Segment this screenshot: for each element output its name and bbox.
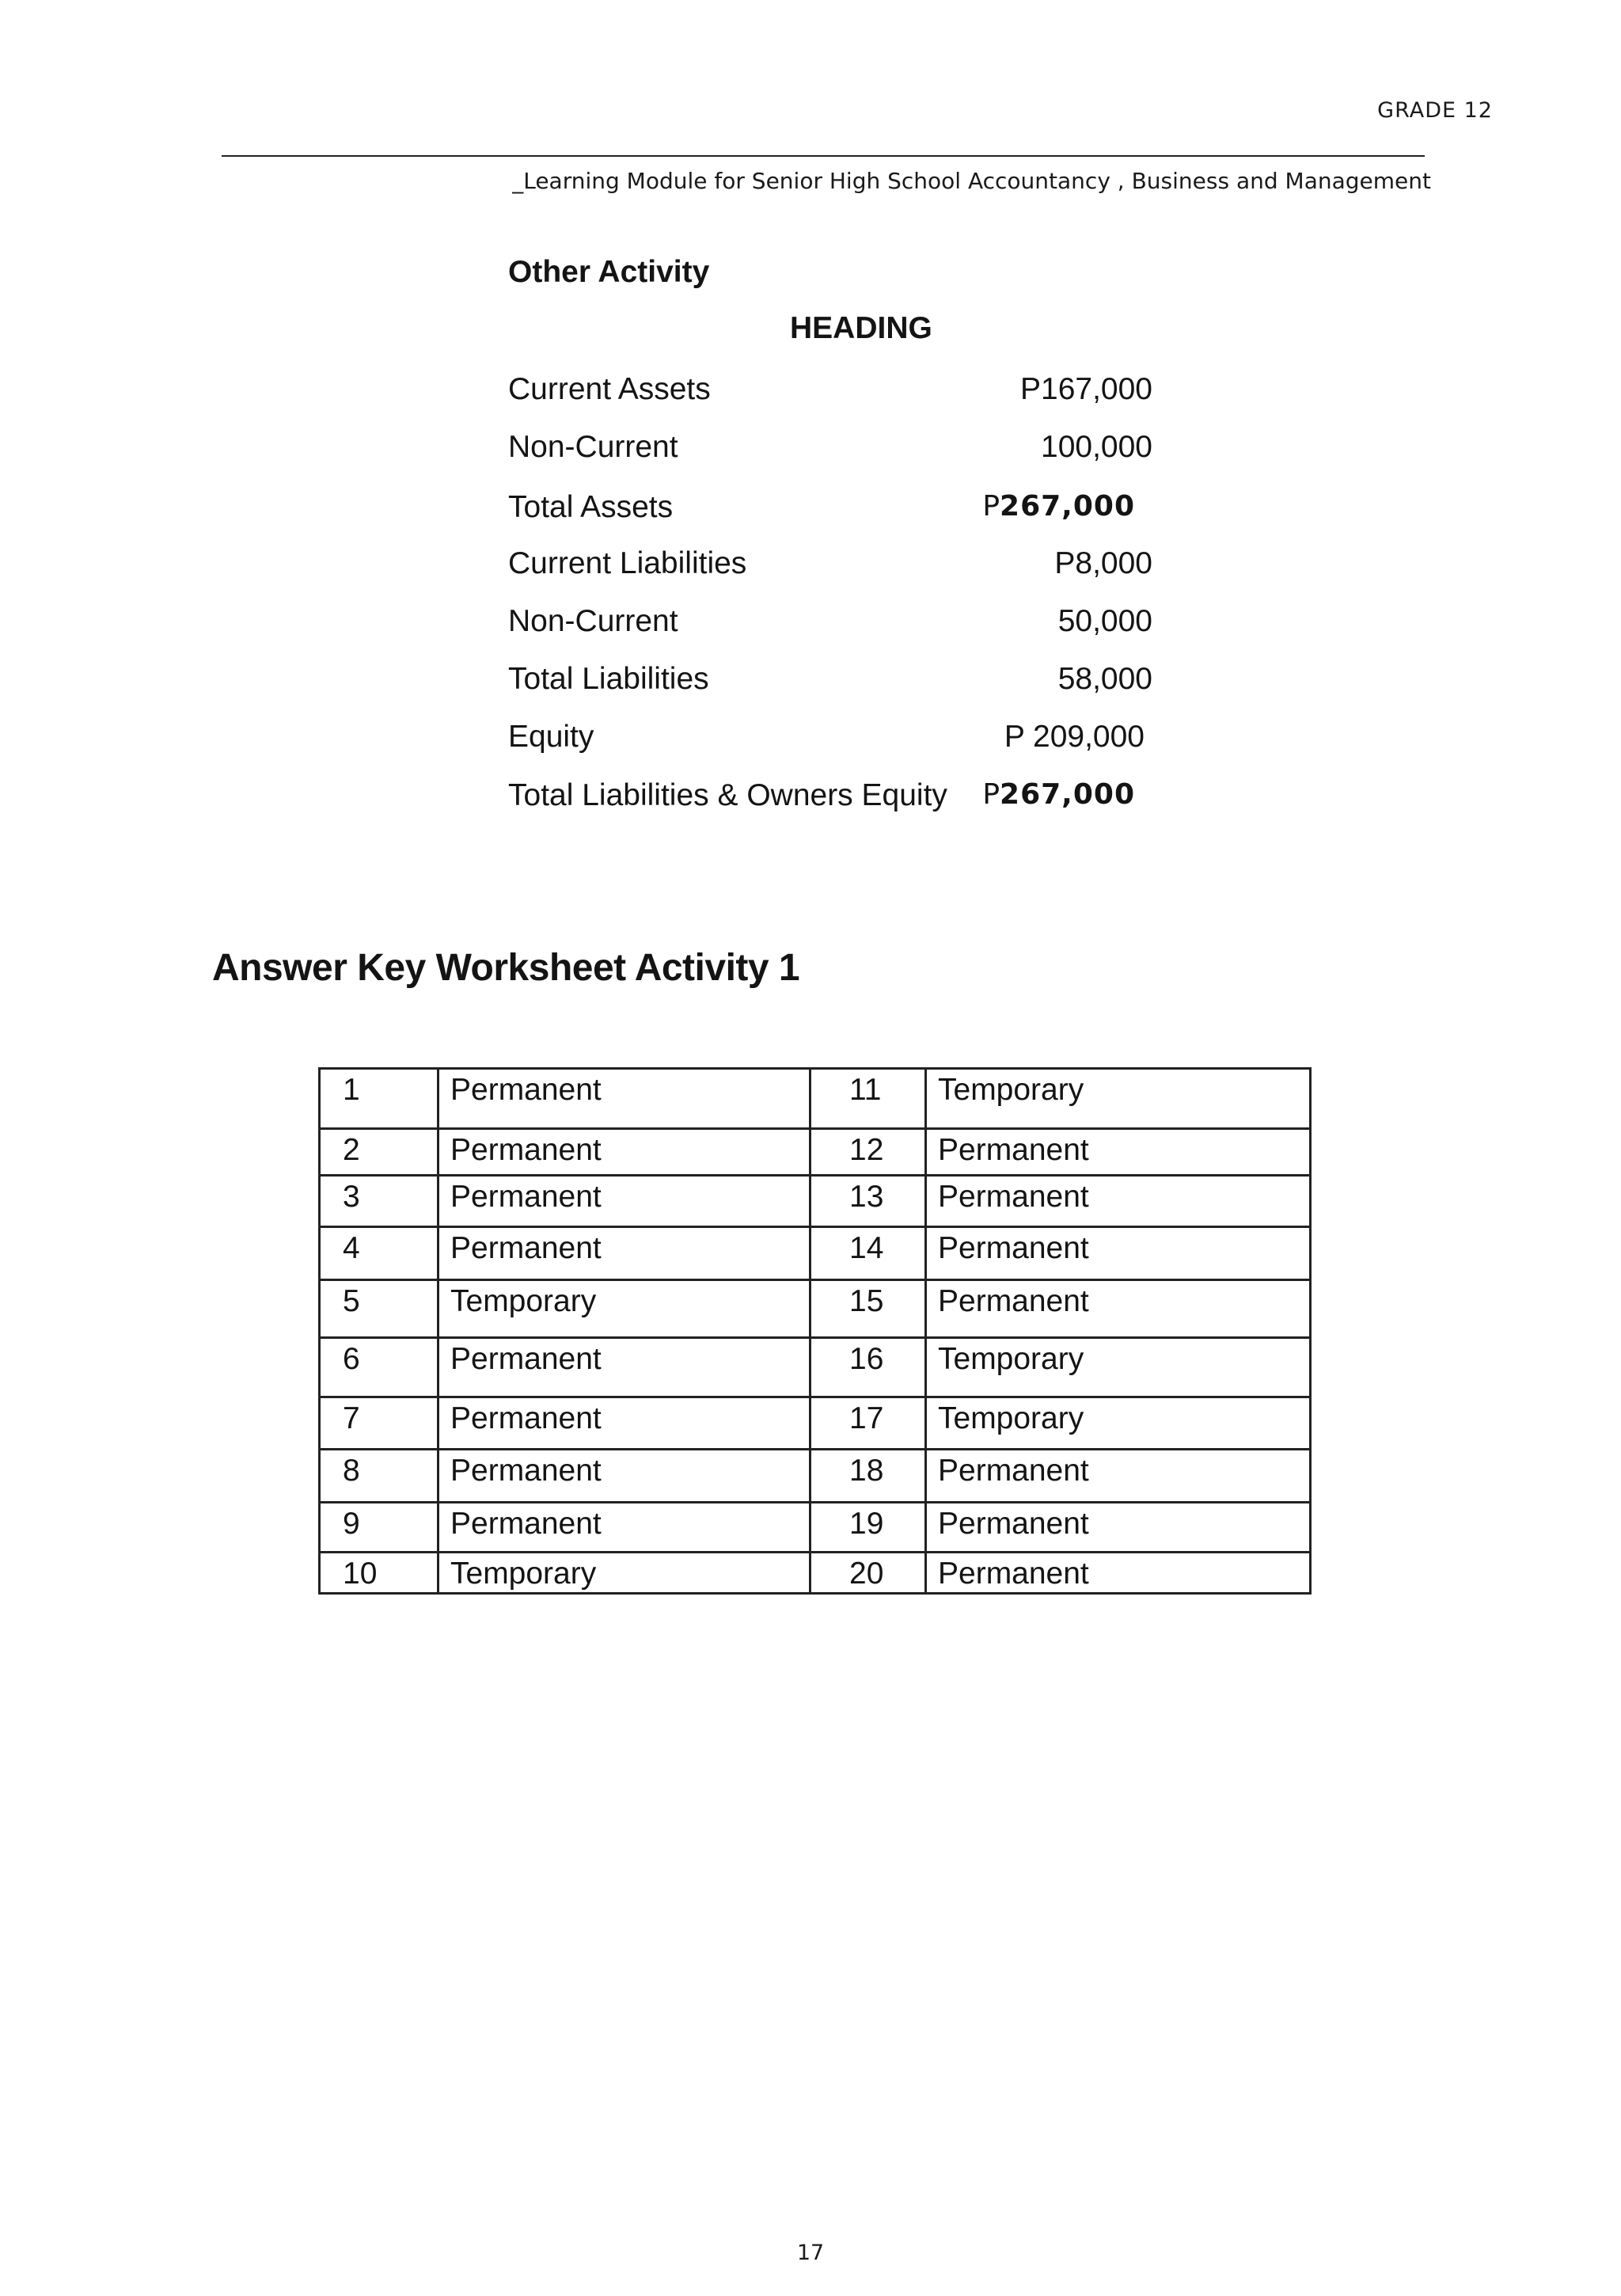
line-item-value [982, 778, 1135, 811]
line-item-value: P167,000 [1020, 372, 1152, 406]
item-number: 4 [320, 1227, 438, 1280]
item-number: 20 [810, 1553, 926, 1594]
answer-key-table [318, 1067, 1312, 1595]
answer-cell: Permanent [926, 1503, 1311, 1553]
answer-cell: Permanent [926, 1227, 1311, 1280]
item-number: 12 [810, 1129, 926, 1176]
answer-cell: Temporary [926, 1338, 1311, 1397]
line-item-value: 100,000 [1041, 430, 1152, 464]
answer-cell: Permanent [438, 1338, 810, 1397]
grade-label: GRADE 12 [1377, 98, 1493, 123]
answer-cell: Temporary [438, 1280, 810, 1338]
item-number: 2 [320, 1129, 438, 1176]
line-item-label: Total Liabilities & Owners Equity [508, 778, 947, 812]
answer-cell: Permanent [438, 1397, 810, 1450]
line-item-label: Total Liabilities [508, 662, 709, 696]
table-row [320, 1553, 1311, 1594]
line-item-value: P 209,000 [1004, 720, 1145, 754]
answer-cell: Temporary [926, 1069, 1311, 1129]
item-number: 1 [320, 1069, 438, 1129]
currency-prefix: P [982, 490, 1000, 523]
heading-label: HEADING [790, 311, 932, 345]
line-item-value: 50,000 [1057, 604, 1152, 638]
line-item-label: Equity [508, 720, 594, 754]
module-title: _Learning Module for Senior High School Accountancy , Business and Management [512, 168, 1431, 194]
total-amount: 267,000 [1000, 490, 1135, 523]
table-row [320, 1069, 1311, 1129]
answer-cell: Permanent [926, 1450, 1311, 1503]
item-number: 16 [810, 1338, 926, 1397]
line-item-label: Non-Current [508, 430, 678, 464]
table-row [320, 1280, 1311, 1338]
item-number: 15 [810, 1280, 926, 1338]
table-row [320, 1397, 1311, 1450]
currency-prefix: P [982, 778, 1000, 811]
item-number: 7 [320, 1397, 438, 1450]
line-item-value: 58,000 [1057, 662, 1152, 696]
line-item-value [982, 490, 1135, 523]
line-item-value: P8,000 [1054, 546, 1152, 580]
item-number: 14 [810, 1227, 926, 1280]
item-number: 9 [320, 1503, 438, 1553]
item-number: 17 [810, 1397, 926, 1450]
item-number: 19 [810, 1503, 926, 1553]
item-number: 8 [320, 1450, 438, 1503]
table-row [320, 1450, 1311, 1503]
table-row [320, 1338, 1311, 1397]
header-divider [222, 155, 1425, 157]
answer-cell: Permanent [926, 1129, 1311, 1176]
answer-cell: Permanent [438, 1450, 810, 1503]
answer-cell: Permanent [438, 1176, 810, 1227]
table-row [320, 1503, 1311, 1553]
answer-cell: Permanent [926, 1280, 1311, 1338]
answer-cell: Permanent [926, 1553, 1311, 1594]
table-row [320, 1176, 1311, 1227]
other-activity-title: Other Activity [508, 255, 710, 289]
item-number: 6 [320, 1338, 438, 1397]
item-number: 11 [810, 1069, 926, 1129]
line-item-label: Non-Current [508, 604, 678, 638]
item-number: 5 [320, 1280, 438, 1338]
table-row [320, 1129, 1311, 1176]
line-item-label: Current Assets [508, 372, 711, 406]
answer-cell: Temporary [926, 1397, 1311, 1450]
answer-cell: Permanent [438, 1227, 810, 1280]
item-number: 3 [320, 1176, 438, 1227]
answer-cell: Temporary [438, 1553, 810, 1594]
answer-cell: Permanent [438, 1069, 810, 1129]
line-item-label: Current Liabilities [508, 546, 747, 580]
item-number: 18 [810, 1450, 926, 1503]
answer-cell: Permanent [438, 1129, 810, 1176]
total-amount: 267,000 [1000, 778, 1135, 811]
answer-cell: Permanent [438, 1503, 810, 1553]
item-number: 10 [320, 1553, 438, 1594]
item-number: 13 [810, 1176, 926, 1227]
line-item-label: Total Assets [508, 490, 674, 524]
answer-cell: Permanent [926, 1176, 1311, 1227]
table-row [320, 1227, 1311, 1280]
answer-key-title: Answer Key Worksheet Activity 1 [212, 947, 800, 989]
page-number: 17 [796, 2241, 825, 2265]
